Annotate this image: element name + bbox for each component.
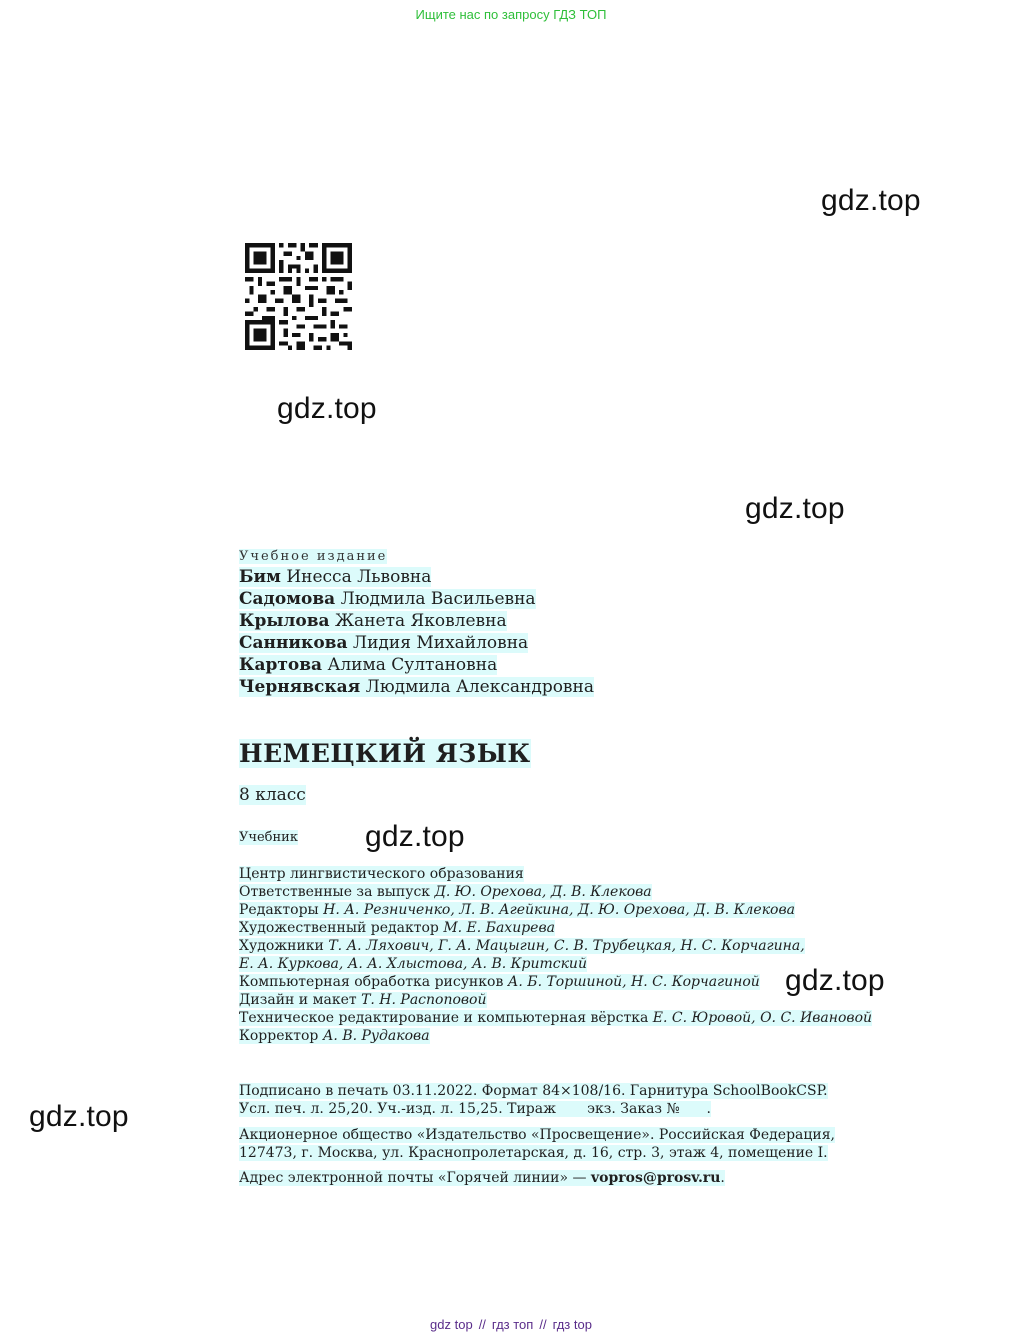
author-surname: Чернявская xyxy=(239,677,361,697)
footer-separator: // xyxy=(539,1317,547,1332)
footer-links xyxy=(0,1317,1022,1332)
author-row xyxy=(239,654,594,676)
credit-line: Дизайн и макет Т. Н. Распоповой xyxy=(239,992,487,1008)
author-surname: Бим xyxy=(239,567,281,587)
credit-line: Редакторы Н. А. Резниченко, Л. В. Агейкина, Д. Ю. Орехова, Д. В. Клекова xyxy=(239,902,795,918)
print-info-line: Подписано в печать 03.11.2022. Формат 84×108/16. Гарнитура SchoolBookCSP. xyxy=(239,1083,828,1099)
credit-line: Центр лингвистического образования xyxy=(239,866,524,882)
author-name: Инесса Львовна xyxy=(286,567,432,587)
author-name: Лидия Михайловна xyxy=(352,633,529,653)
credit-line: Художники Т. А. Ляхович, Г. А. Мацыгин, С. В. Трубецкая, Н. С. Корчагина, xyxy=(239,938,805,954)
author-row xyxy=(239,676,594,698)
credit-line: Корректор А. В. Рудакова xyxy=(239,1028,430,1044)
credits-block xyxy=(239,865,872,1045)
book-title: НЕМЕЦКИЙ ЯЗЫК xyxy=(239,739,531,768)
watermark: gdz.top xyxy=(365,820,465,853)
watermark: gdz.top xyxy=(785,964,885,997)
author-surname: Санникова xyxy=(239,633,348,653)
credit-line: Ответственные за выпуск Д. Ю. Орехова, Д. В. Клекова xyxy=(239,884,652,900)
contact-email[interactable]: vopros@prosv.ru xyxy=(590,1170,721,1186)
credit-line: Компьютерная обработка рисунков А. Б. Торшиной, Н. С. Корчагиной xyxy=(239,974,760,990)
qr-code-icon xyxy=(245,243,352,350)
watermark: gdz.top xyxy=(29,1100,129,1133)
contact-info: Адрес электронной почты «Горячей линии» — vopros@prosv.ru. xyxy=(239,1170,725,1186)
watermark: gdz.top xyxy=(745,492,845,525)
publisher-line: 127473, г. Москва, ул. Краснопролетарская, д. 16, стр. 3, этаж 4, помещение I. xyxy=(239,1145,828,1161)
grade-label: 8 класс xyxy=(239,785,306,805)
publisher-line: Акционерное общество «Издательство «Просвещение». Российская Федерация, xyxy=(239,1127,835,1143)
author-surname: Картова xyxy=(239,655,323,675)
authors-list xyxy=(239,566,594,698)
author-row xyxy=(239,588,594,610)
footer-link[interactable]: гдз top xyxy=(552,1317,592,1332)
footer-link[interactable]: гдз топ xyxy=(491,1317,534,1332)
credit-line: Художественный редактор М. Е. Бахирева xyxy=(239,920,555,936)
watermark: gdz.top xyxy=(821,184,921,217)
book-type-label: Учебник xyxy=(239,830,298,845)
credit-line: Техническое редактирование и компьютерная вёрстка Е. С. Юровой, О. С. Ивановой xyxy=(239,1010,873,1026)
credit-line: Е. А. Куркова, А. А. Хлыстова, А. В. Критский xyxy=(239,956,587,972)
author-name: Жанета Яковлевна xyxy=(334,611,507,631)
author-row xyxy=(239,610,594,632)
author-name: Людмила Васильевна xyxy=(340,589,536,609)
footer-link[interactable]: gdz top xyxy=(430,1317,473,1332)
author-surname: Крылова xyxy=(239,611,330,631)
author-row xyxy=(239,566,594,588)
author-name: Алима Султановна xyxy=(327,655,498,675)
print-info xyxy=(239,1082,828,1118)
footer-separator: // xyxy=(478,1317,486,1332)
author-surname: Садомова xyxy=(239,589,336,609)
publisher-info xyxy=(239,1126,835,1162)
print-info-line: Усл. печ. л. 25,20. Уч.-изд. л. 15,25. Тираж экз. Заказ № . xyxy=(239,1101,711,1117)
author-name: Людмила Александровна xyxy=(365,677,594,697)
watermark: gdz.top xyxy=(277,392,377,425)
author-row xyxy=(239,632,594,654)
top-banner: Ищите нас по запросу ГДЗ ТОП xyxy=(415,7,607,22)
edition-label: Учебное издание xyxy=(239,549,388,564)
